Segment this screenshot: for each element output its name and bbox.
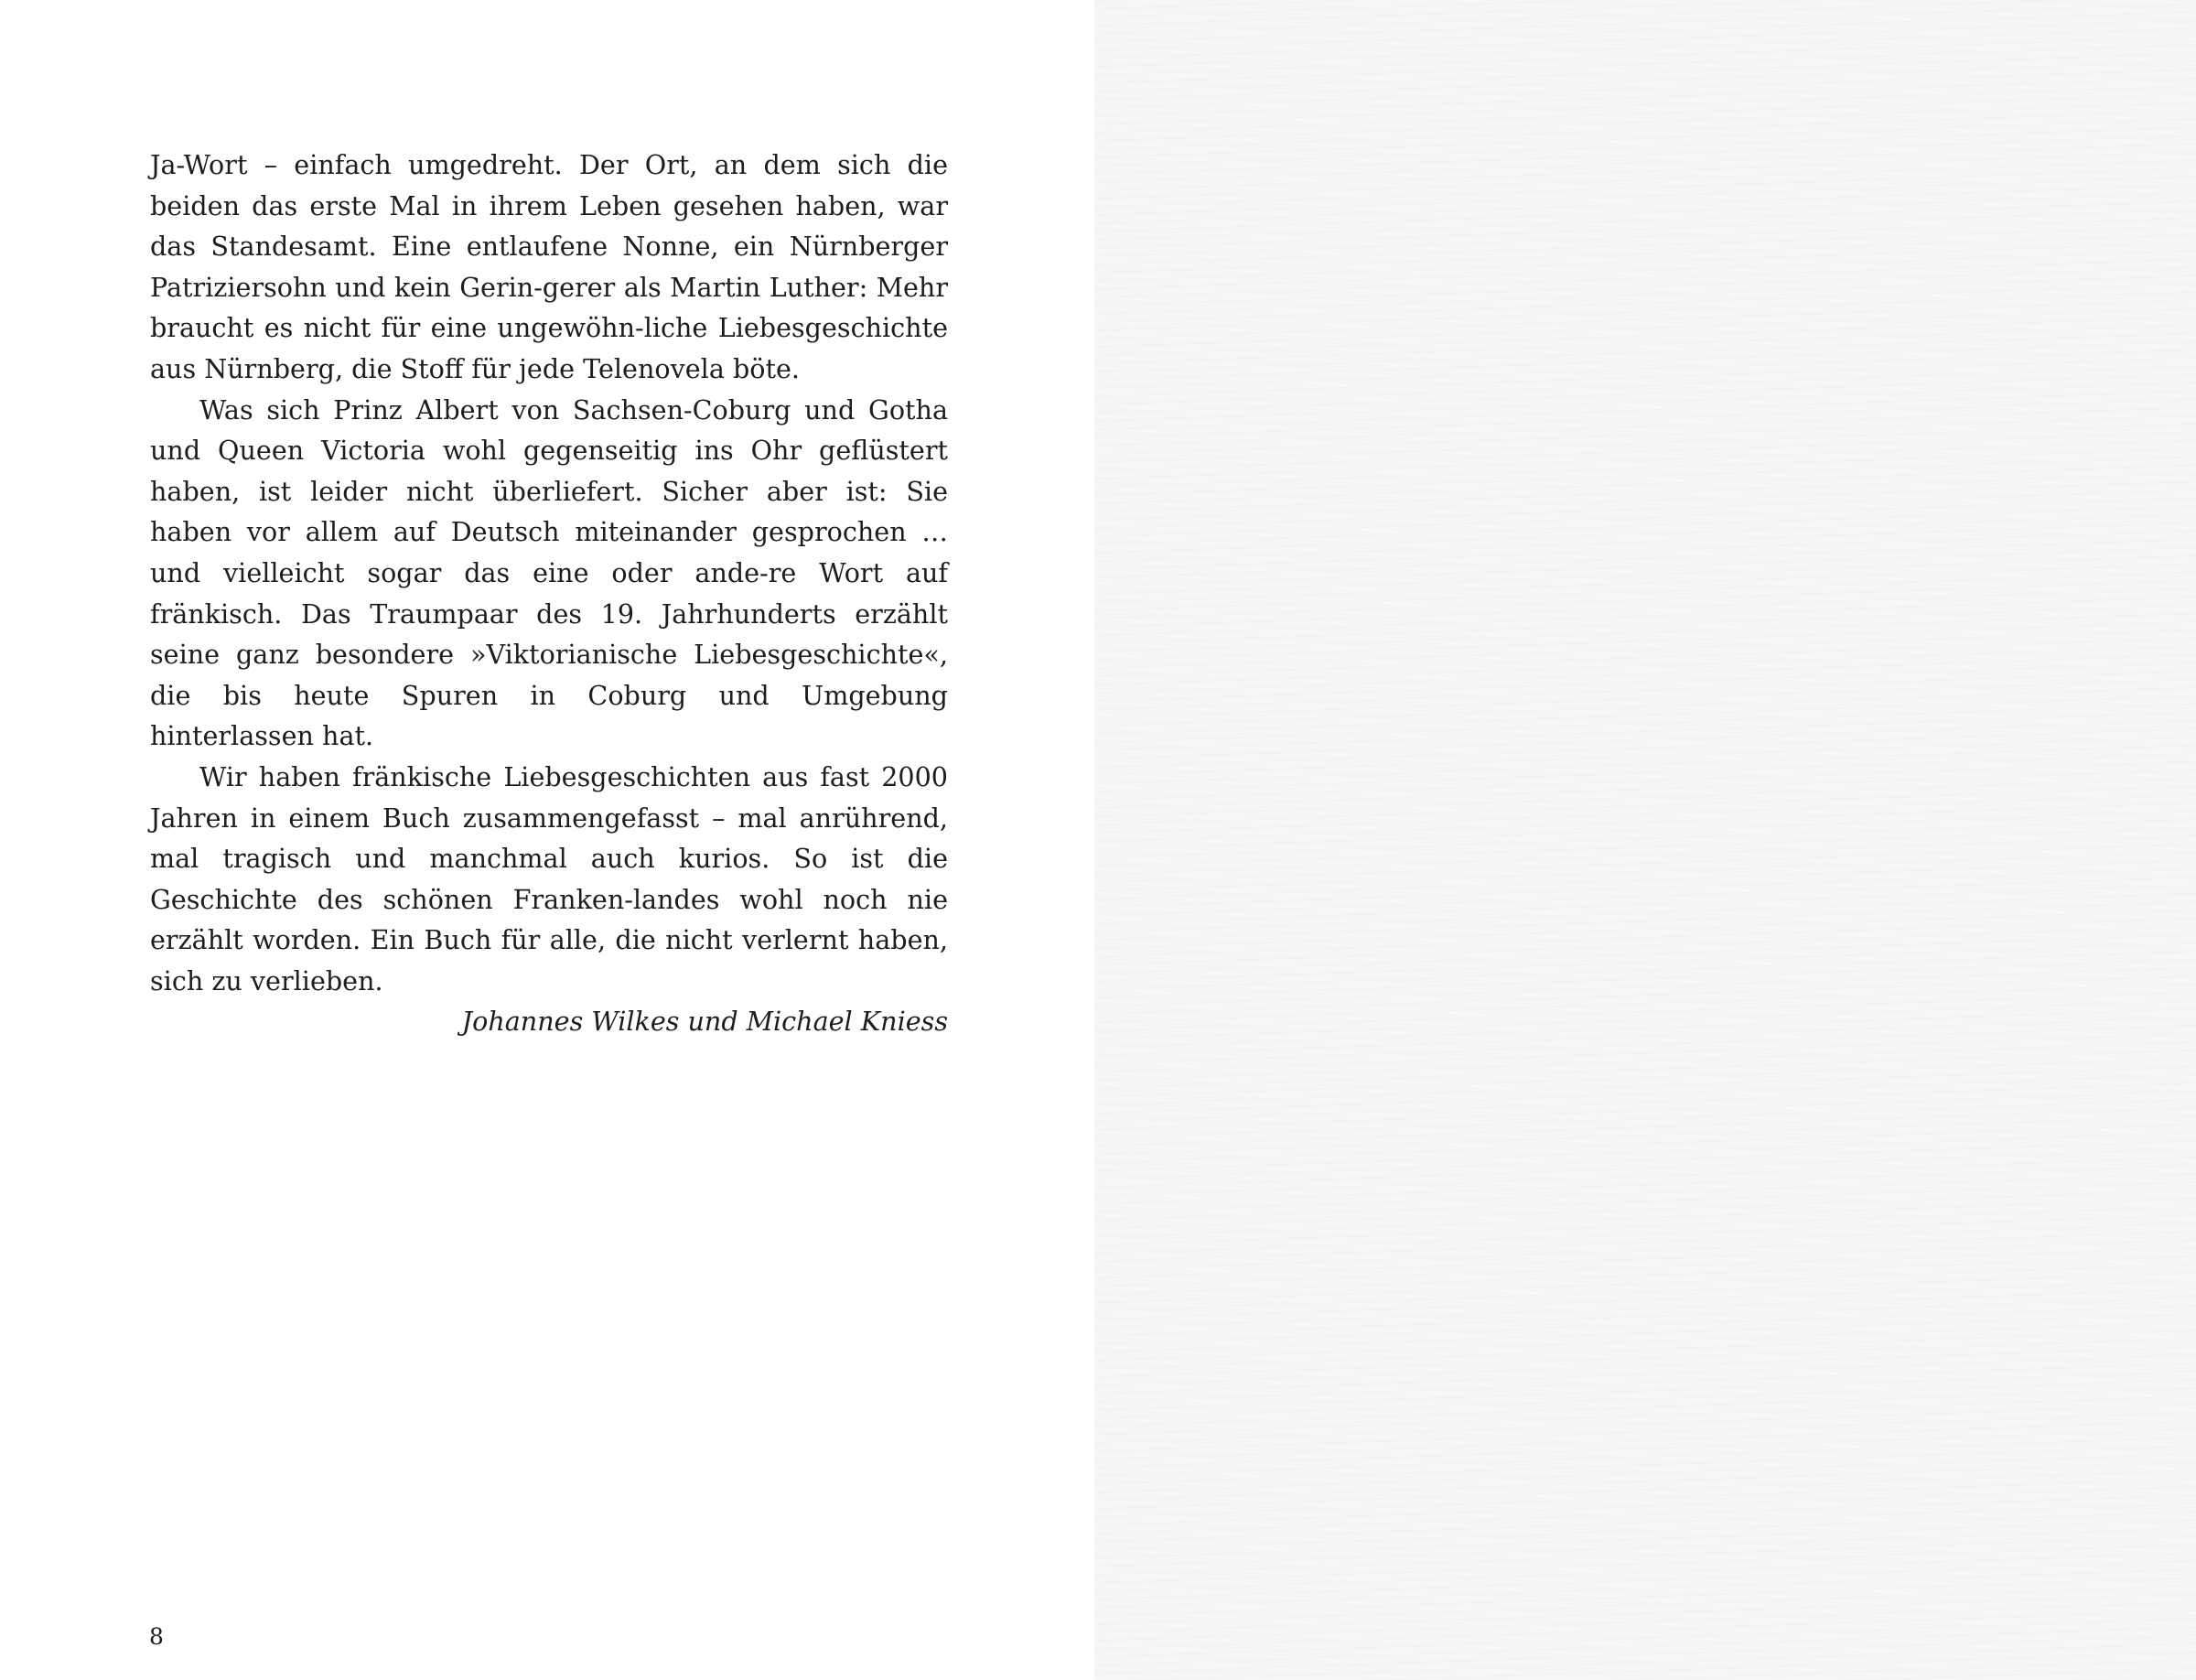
text-line: liche Liebesgeschichte aus Nürnberg, die Stoff für jede Telenovela [150,312,948,384]
text-line: verlernt haben, sich zu verlieben. [150,924,949,996]
text-line: heute Spuren in Coburg und Umgebung hinterlassen hat. [150,679,948,752]
paragraph-3 [150,757,948,1002]
text-line: landes wohl noch nie erzählt worden. Ein Buch für alle, die nicht [150,883,948,956]
text-line: entlaufene Nonne, ein Nürnberger Patriziersohn und kein Gerin- [150,231,948,303]
text-line: Ja-Wort – einfach umgedreht. Der Ort, an dem sich die beiden das [150,149,948,221]
page-number: 8 [149,1623,164,1650]
text-line: böte. [732,352,801,384]
text-line: Was sich Prinz Albert von Sachsen-Coburg und Gotha und [150,393,948,467]
right-page-illustration [1094,0,2196,1680]
text-line: gerer als Martin Luther: Mehr braucht es nicht für eine ungewöhn- [150,271,948,344]
text-line: re Wort auf fränkisch. Das Traumpaar des 19. Jahrhunderts erzählt [150,556,949,630]
text-line: Queen Victoria wohl gegenseitig ins Ohr geflüstert haben, ist leider [150,435,948,507]
text-line: manchmal auch kurios. So ist die Geschichte des schönen Franken- [150,843,948,915]
paragraph-1 [150,145,948,390]
body-text [150,145,948,1042]
text-line: erste Mal in ihrem Leben gesehen haben, war das Standesamt. Eine [150,189,948,263]
text-line: Wir haben fränkische Liebesgeschichten aus fast 2000 Jahren in [150,760,948,834]
text-line: miteinander gesprochen … und vielleicht sogar das eine oder ande- [150,516,948,588]
text-line: seine ganz besondere »Viktorianische Liebesgeschichte«, die bis [150,639,948,711]
paper-texture [1094,0,2196,1680]
author-signature: Johannes Wilkes und Michael Kniess [461,1006,948,1038]
text-line: einem Buch zusammengefasst – mal anrührend, mal tragisch und [150,802,948,875]
text-line: nicht überliefert. Sicher aber ist: Sie haben vor allem auf Deutsch [150,475,948,548]
paragraph-2 [150,390,948,757]
left-page [0,0,1094,1680]
